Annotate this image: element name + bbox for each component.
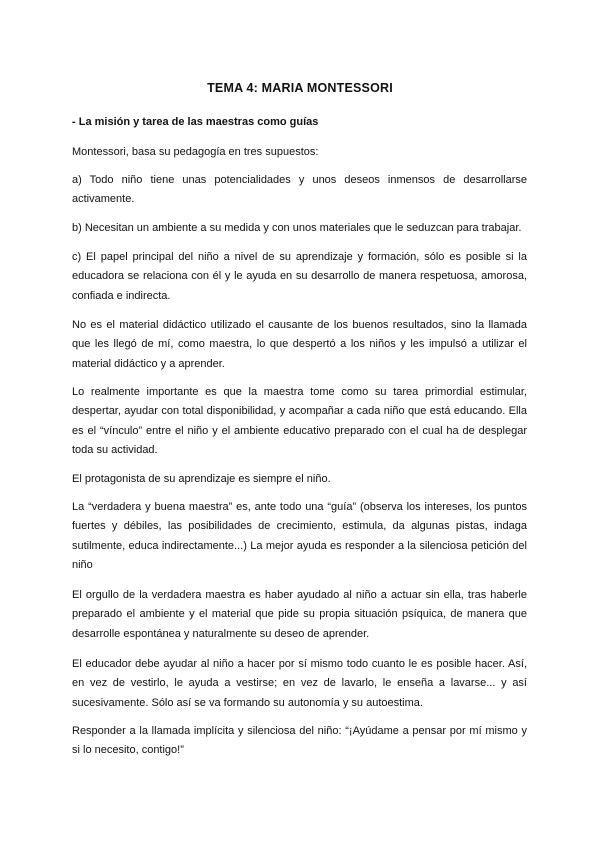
paragraph-orgullo: El orgullo de la verdadera maestra es haber ayudado al niño a actuar sin ella, tras haberle preparado el ambiente y el material que pide su propia situación psíquica, de manera que desarrolle espontánea y naturalmente su deseo de aprender. xyxy=(72,589,527,640)
paragraph-a: a) Todo niño tiene unas potencialidades y unos deseos inmensos de desarrollarse activamente. xyxy=(72,174,527,206)
paragraph-responder: Responder a la llamada implícita y silenciosa del niño: “¡Ayúdame a pensar por mí mismo y si lo necesito, contigo!” xyxy=(72,725,527,757)
paragraph-b: b) Necesitan un ambiente a su medida y con unos materiales que le seduzcan para trabajar. xyxy=(72,222,522,234)
paragraph-educador: El educador debe ayudar al niño a hacer por sí mismo todo cuanto le es posible hacer. Así, en vez de vestirlo, le ayuda a vestirse; en vez de lavarlo, le enseña a lavarse... y así sucesivamente. Sólo así se va formando su autonomía y su autoestima. xyxy=(72,658,527,709)
document-title: TEMA 4: MARIA MONTESSORI xyxy=(207,81,393,95)
paragraph-importante: Lo realmente importante es que la maestra tome como su tarea primordial estimular, despertar, ayudar con total disponibilidad, y acompañar a cada niño que está educando. Ella es el “vínculo” entre el niño y el ambiente educativo preparado con el cual ha de desplegar toda su actividad. xyxy=(72,386,527,457)
section-subtitle: - La misión y tarea de las maestras como guías xyxy=(72,116,319,128)
paragraph-material: No es el material didáctico utilizado el causante de los buenos resultados, sino la llamada que les llegó de mí, como maestra, lo que despertó a los niños y les impulsó a utilizar el material didáctico y a aprender. xyxy=(72,319,527,370)
paragraph-intro: Montessori, basa su pedagogía en tres supuestos: xyxy=(72,146,319,158)
paragraph-protagonista: El protagonista de su aprendizaje es siempre el niño. xyxy=(72,473,331,485)
paragraph-c: c) El papel principal del niño a nivel de su aprendizaje y formación, sólo es posible si la educadora se relaciona con él y le ayuda en su desarrollo de manera respetuosa, amorosa, confiada e indirecta. xyxy=(72,251,527,302)
paragraph-guia: La “verdadera y buena maestra” es, ante todo una “guía” (observa los intereses, los puntos fuertes y débiles, las posibilidades de crecimiento, estimula, da algunas pistas, indaga sutilmente, educa indirectamente...) La mejor ayuda es responder a la silenciosa petición del niño xyxy=(72,501,527,572)
